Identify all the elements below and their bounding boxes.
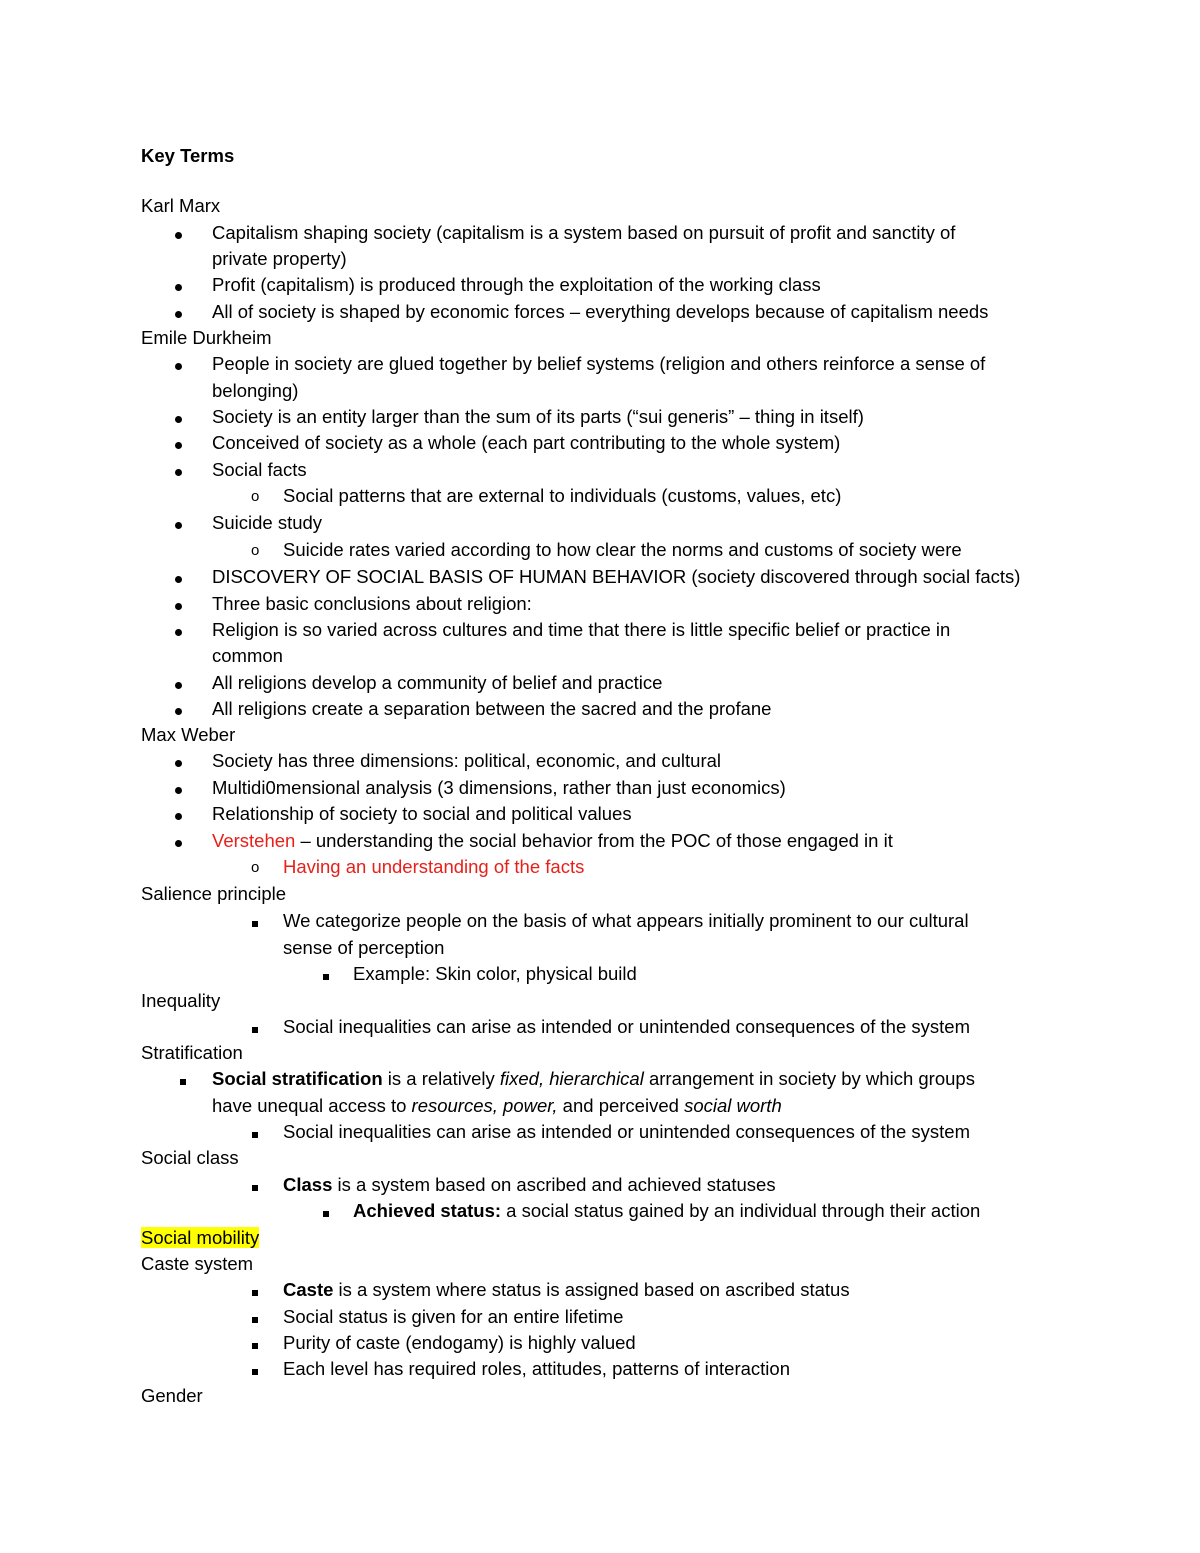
text-span: is a system where status is assigned based on ascribed status: [333, 1279, 850, 1300]
list-item: Suicide rates varied according to how clear the norms and customs of society were: [283, 539, 962, 560]
square-bullet-icon: [323, 963, 329, 985]
bullet-icon: [175, 274, 182, 296]
heading-max-weber: Max Weber: [141, 724, 236, 745]
text-span: a social status gained by an individual through their action: [501, 1200, 981, 1221]
bullet-icon: [175, 432, 182, 454]
circle-bullet-icon: o: [251, 488, 260, 505]
heading-salience-principle: Salience principle: [141, 883, 287, 904]
circle-bullet-icon: o: [251, 542, 260, 559]
term-social-stratification: Social stratification: [212, 1068, 383, 1089]
bullet-icon: [175, 777, 182, 799]
verstehen-definition: – understanding the social behavior from the POC of those engaged in it: [295, 830, 893, 851]
list-item: Relationship of society to social and political values: [212, 803, 632, 824]
list-item: common: [212, 645, 283, 666]
heading-social-class: Social class: [141, 1147, 239, 1168]
list-item: belonging): [212, 380, 299, 401]
list-item: [283, 1174, 776, 1196]
text-span: fixed, hierarchical: [499, 1068, 644, 1089]
list-item: Conceived of society as a whole (each part contributing to the whole system): [212, 432, 841, 453]
circle-bullet-icon: o: [251, 859, 260, 876]
list-item: DISCOVERY OF SOCIAL BASIS OF HUMAN BEHAVIOR (society discovered through social facts): [212, 566, 1021, 587]
heading-stratification: Stratification: [141, 1042, 243, 1063]
square-bullet-icon: [252, 1332, 258, 1354]
list-item: All religions develop a community of belief and practice: [212, 672, 663, 693]
list-item: We categorize people on the basis of what appears initially prominent to our cultural: [283, 910, 969, 931]
list-item: All of society is shaped by economic forces – everything develops because of capitalism needs: [212, 301, 989, 322]
bullet-icon: [175, 619, 182, 641]
bullet-icon: [175, 512, 182, 534]
list-item: Social inequalities can arise as intended or unintended consequences of the system: [283, 1121, 970, 1142]
heading-emile-durkheim: Emile Durkheim: [141, 327, 272, 348]
bullet-icon: [175, 222, 182, 244]
text-span: arrangement in society by which groups: [643, 1068, 975, 1089]
square-bullet-icon: [252, 1174, 258, 1196]
bullet-icon: [175, 803, 182, 825]
text-span: and perceived: [557, 1095, 685, 1116]
list-item: Society is an entity larger than the sum of its parts (“sui generis” – thing in itself): [212, 406, 864, 427]
term-class: Class: [283, 1174, 333, 1195]
heading-inequality: Inequality: [141, 990, 221, 1011]
text-span: is a relatively: [382, 1068, 500, 1089]
heading-karl-marx: Karl Marx: [141, 195, 221, 216]
bullet-icon: [175, 593, 182, 615]
heading-gender: Gender: [141, 1385, 203, 1406]
list-item: Social patterns that are external to individuals (customs, values, etc): [283, 485, 842, 506]
term-achieved-status: Achieved status:: [353, 1200, 502, 1221]
list-item: Religion is so varied across cultures and time that there is little specific belief or practice in: [212, 619, 951, 640]
list-item: [212, 830, 893, 852]
bullet-icon: [175, 459, 182, 481]
square-bullet-icon: [180, 1068, 186, 1090]
square-bullet-icon: [252, 910, 258, 932]
term-verstehen: Verstehen: [212, 830, 296, 851]
text-span: is a system based on ascribed and achieved statuses: [332, 1174, 776, 1195]
list-item: [353, 1200, 980, 1222]
square-bullet-icon: [323, 1200, 329, 1222]
page-title: Key Terms: [141, 145, 235, 166]
bullet-icon: [175, 698, 182, 720]
list-item: [283, 1279, 850, 1301]
list-item: Each level has required roles, attitudes, patterns of interaction: [283, 1358, 790, 1379]
bullet-icon: [175, 830, 182, 852]
list-item: People in society are glued together by belief systems (religion and others reinforce a sense of: [212, 353, 986, 374]
bullet-icon: [175, 353, 182, 375]
bullet-icon: [175, 301, 182, 323]
list-item: Profit (capitalism) is produced through the exploitation of the working class: [212, 274, 821, 295]
list-item: [212, 1095, 782, 1117]
list-item: Society has three dimensions: political, economic, and cultural: [212, 750, 722, 771]
list-item: Example: Skin color, physical build: [353, 963, 637, 984]
square-bullet-icon: [252, 1279, 258, 1301]
list-item: private property): [212, 248, 347, 269]
text-span: resources, power,: [411, 1095, 558, 1116]
square-bullet-icon: [252, 1306, 258, 1328]
list-item: Social inequalities can arise as intended or unintended consequences of the system: [283, 1016, 970, 1037]
list-item: Three basic conclusions about religion:: [212, 593, 532, 614]
list-item: All religions create a separation between the sacred and the profane: [212, 698, 772, 719]
square-bullet-icon: [252, 1121, 258, 1143]
list-item: [212, 1068, 975, 1090]
bullet-icon: [175, 672, 182, 694]
bullet-icon: [175, 406, 182, 428]
square-bullet-icon: [252, 1358, 258, 1380]
list-item: Capitalism shaping society (capitalism is a system based on pursuit of profit and sanctity of: [212, 222, 956, 243]
list-item: Multidi0mensional analysis (3 dimensions, rather than just economics): [212, 777, 786, 798]
list-item: sense of perception: [283, 937, 445, 958]
heading-social-mobility: [141, 1227, 259, 1249]
bullet-icon: [175, 566, 182, 588]
highlighted-text: Social mobility: [141, 1227, 260, 1248]
list-item: Suicide study: [212, 512, 323, 533]
text-span: have unequal access to: [212, 1095, 412, 1116]
heading-caste-system: Caste system: [141, 1253, 254, 1274]
text-span: social worth: [684, 1095, 782, 1116]
term-caste: Caste: [283, 1279, 334, 1300]
square-bullet-icon: [252, 1016, 258, 1038]
list-item: Having an understanding of the facts: [283, 856, 585, 877]
bullet-icon: [175, 750, 182, 772]
list-item: Purity of caste (endogamy) is highly valued: [283, 1332, 636, 1353]
list-item: Social facts: [212, 459, 307, 480]
list-item: Social status is given for an entire lifetime: [283, 1306, 624, 1327]
